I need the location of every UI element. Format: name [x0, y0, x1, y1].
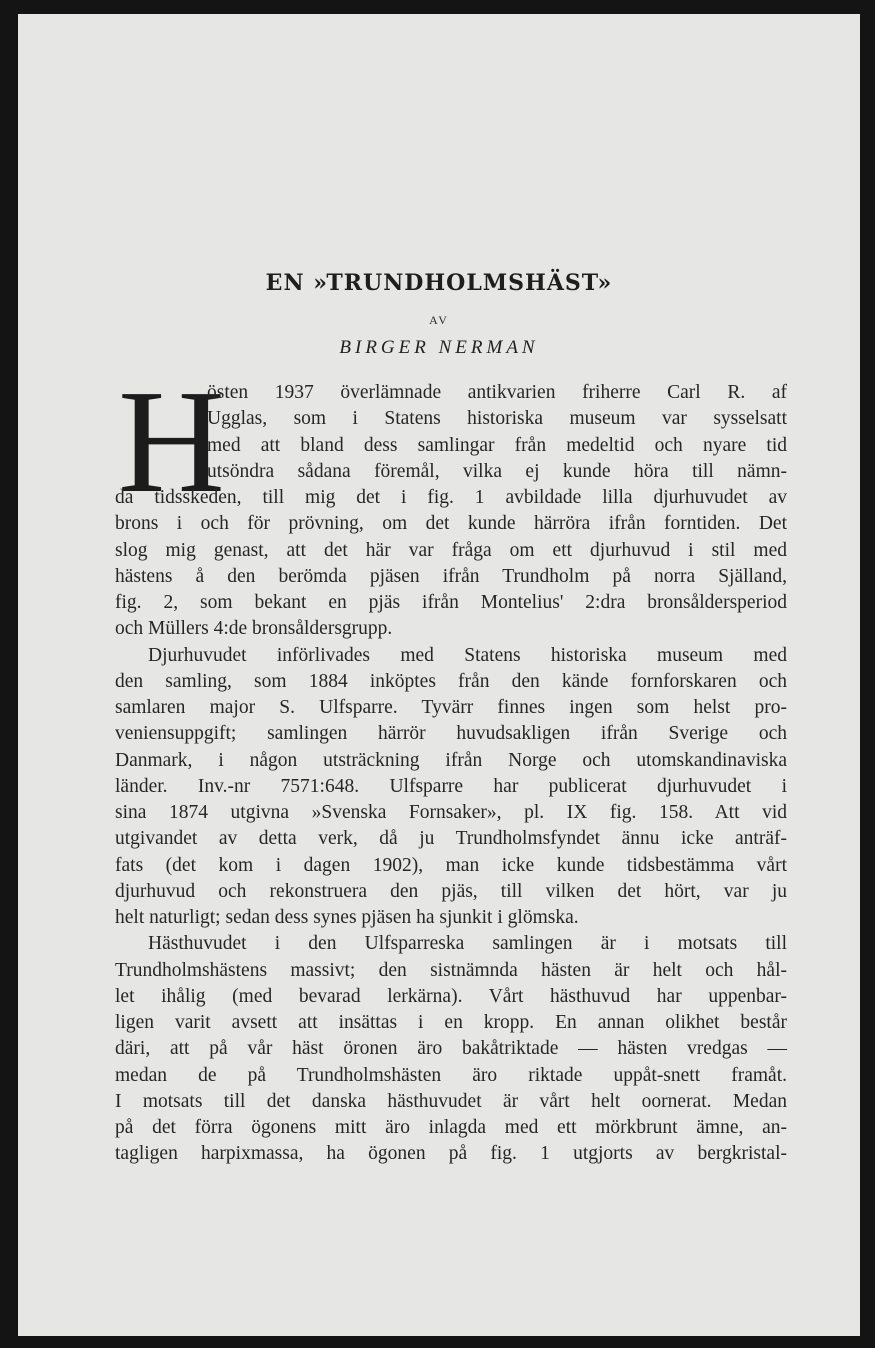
text-line: med att bland dess samlingar från medeltid och nyare tid [207, 434, 787, 456]
text-line: fig. 2, som bekant en pjäs ifrån Montelius' 2:dra bronsåldersperiod [115, 592, 787, 613]
text-line: länder. Inv.-nr 7571:648. Ulfsparre har publicerat djurhuvudet i [115, 775, 787, 797]
text-line: tagligen harpixmassa, ha ögonen på fig. 1 utgjorts av bergkristal- [115, 1143, 787, 1165]
text-line: veniensuppgift; samlingen härrör huvudsakligen ifrån Sverige och [115, 723, 787, 745]
text-line: utgivandet av detta verk, då ju Trundholmsfyndet ännu icke anträf- [115, 828, 787, 850]
text-line: Danmark, i någon utsträckning ifrån Norge och utomskandinaviska [115, 749, 787, 771]
text-line: brons i och för prövning, om det kunde härröra ifrån forntiden. Det [115, 513, 787, 535]
text-line: Ugglas, som i Statens historiska museum var sysselsatt [207, 408, 787, 430]
author-name: BIRGER NERMAN [339, 337, 539, 358]
text-line: djurhuvud och rekonstruera den pjäs, till vilken det hört, var ju [115, 880, 787, 902]
text-line: Hästhuvudet i den Ulfsparreska samlingen är i motsats till [148, 933, 787, 955]
text-line: hästens å den berömda pjäsen ifrån Trundholm på norra Själland, [115, 565, 787, 587]
text-line: utsöndra sådana föremål, vilka ej kunde höra till nämn- [207, 460, 787, 482]
article-title: EN »TRUNDHOLMSHÄST» [265, 270, 613, 296]
text-line: däri, att på vår häst öronen äro bakåtriktade — hästen vredgas — [115, 1038, 787, 1060]
text-line: helt naturligt; sedan dess synes pjäsen ha sjunkit i glömska. [115, 907, 579, 928]
text-line: I motsats till det danska hästhuvudet är vårt helt oornerat. Medan [115, 1090, 787, 1112]
drop-cap: H [118, 360, 225, 524]
text-line: Trundholmshästens massivt; den sistnämnda hästen är helt och hål- [115, 959, 787, 981]
text-line: samlaren major S. Ulfsparre. Tyvärr finnes ingen som helst pro- [115, 697, 787, 718]
text-line: den samling, som 1884 inköptes från den kände fornforskaren och [115, 670, 787, 692]
text-line: ligen varit avsett att insättas i en kropp. En annan olikhet består [115, 1012, 787, 1033]
text-line: och Müllers 4:de bronsåldersgrupp. [115, 618, 393, 640]
text-line: fats (det kom i dagen 1902), man icke kunde tidsbestämma vårt [115, 854, 787, 876]
text-line: på det förra ögonens mitt äro inlagda med ett mörkbrunt ämne, an- [115, 1117, 787, 1138]
text-line: Djurhuvudet införlivades med Statens historiska museum med [148, 644, 787, 666]
text-line: slog mig genast, att det här var fråga om ett djurhuvud i stil med [115, 539, 787, 561]
text-line: let ihålig (med bevarad lerkärna). Vårt hästhuvud har uppenbar- [115, 985, 787, 1007]
text-line: sina 1874 utgivna »Svenska Fornsaker», pl. IX fig. 158. Att vid [115, 802, 787, 823]
text-line: da tidsskeden, till mig det i fig. 1 avbildade lilla djurhuvudet av [115, 487, 787, 508]
text-line: östen 1937 överlämnade antikvarien friherre Carl R. af [207, 382, 787, 403]
text-line: medan de på Trundholmshästen äro riktade uppåt-snett framåt. [115, 1064, 787, 1086]
byline-av: AV [429, 313, 449, 327]
